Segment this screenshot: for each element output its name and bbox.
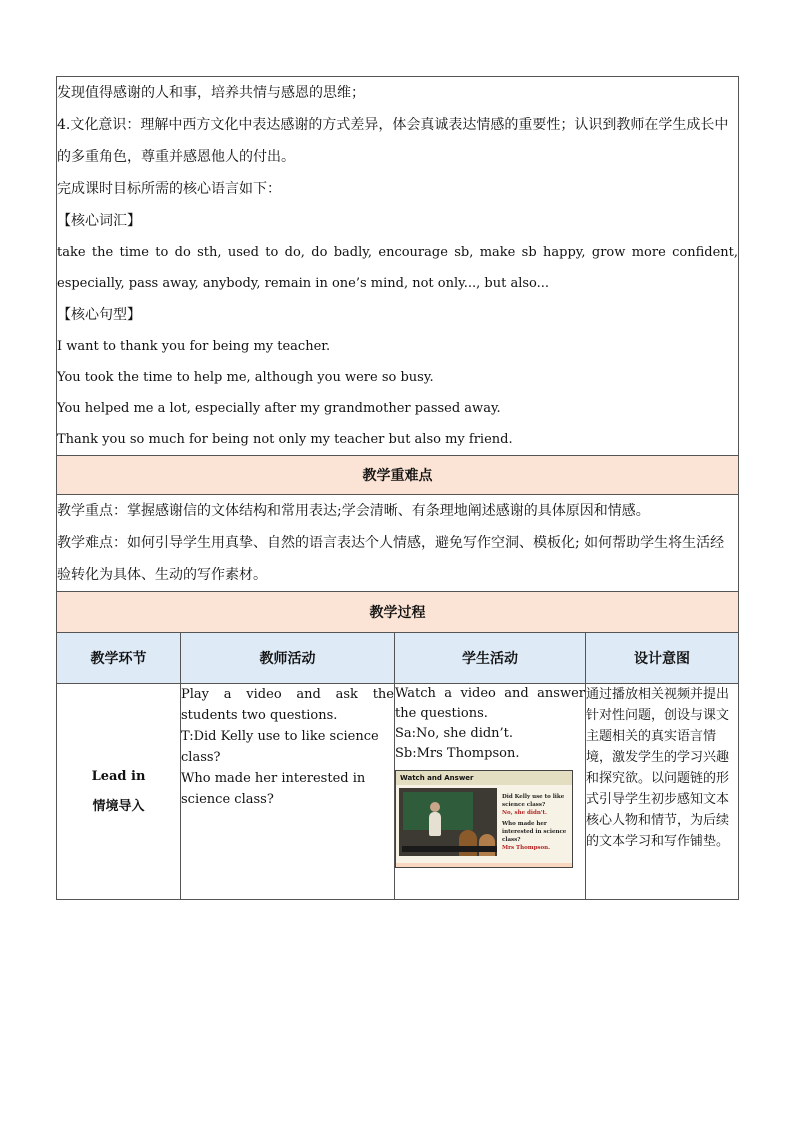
student-activity-cell — [395, 684, 586, 900]
header-student-activity: 学生活动 — [395, 633, 586, 684]
slide-answer: Mrs Thompson. — [502, 845, 551, 851]
student-step: Watch a video and answer the questions. — [395, 686, 585, 721]
slide-question: Did Kelly use to like science class? — [502, 794, 565, 808]
slide-footer — [396, 863, 572, 867]
slide-qa — [502, 793, 570, 855]
teacher-activity-cell — [181, 684, 395, 900]
vocab-text: take the time to do sth, used to do, do badly, encourage sb, make sb happy, grow more confident, especially, pass away, anybody, remain in one’s mind, not only..., but also... — [57, 245, 738, 291]
culture-goal: 4.文化意识：理解中西方文化中表达感谢的方式差异，体会真诚表达情感的重要性；认识到教师在学生成长中的多重角色，尊重并感恩他人的付出。 — [57, 117, 729, 165]
header-teacher-activity: 教师活动 — [181, 633, 395, 684]
goals-cell — [57, 77, 739, 456]
vocab-heading: 【核心词汇】 — [57, 213, 141, 229]
teacher-figure — [429, 812, 441, 836]
sentence-item: I want to thank you for being my teacher. — [57, 339, 331, 354]
key-points-title: 教学重难点 — [57, 456, 739, 495]
teacher-question: T:Did Kelly use to like science class? — [181, 729, 379, 765]
video-controls — [402, 846, 497, 852]
sentence-item: You helped me a lot, especially after my grandmother passed away. — [57, 401, 501, 416]
sentence-item: You took the time to help me, although you were so busy. — [57, 370, 434, 385]
lead-in-row — [57, 684, 739, 900]
teacher-figure-head — [430, 802, 440, 812]
teacher-question: Who made her interested in science class? — [181, 771, 366, 807]
sentence-item: Thank you so much for being not only my teacher but also my friend. — [57, 432, 513, 447]
key-points-cell — [57, 495, 739, 592]
sentence-heading: 【核心句型】 — [57, 307, 141, 323]
student-figure — [459, 830, 477, 856]
video-frame — [399, 788, 497, 856]
key-points-title-row — [57, 456, 739, 495]
slide-question: Who made her interested in science class? — [502, 821, 567, 843]
design-intent-cell: 通过播放相关视频并提出针对性问题，创设与课文主题相关的真实语言情境，激发学生的学习兴趣和探究欲。以问题链的形式引导学生初步感知文本核心人物和情节，为后续的文本学习和写作铺垫。 — [586, 684, 739, 900]
stage-en: Lead in — [91, 768, 146, 784]
teaching-difficulty: 教学难点：如何引导学生用真挚、自然的语言表达个人情感，避免写作空洞、模板化; 如何帮助学生将生活经验转化为具体、生动的写作素材。 — [57, 535, 725, 583]
process-title: 教学过程 — [57, 592, 739, 633]
goals-row — [57, 77, 739, 456]
process-header-row — [57, 633, 739, 684]
core-language-intro: 完成课时目标所需的核心语言如下： — [57, 181, 281, 197]
key-points-row — [57, 495, 739, 592]
video-slide-image — [395, 770, 573, 868]
student-answer: Sa:No, she didn’t. — [395, 726, 514, 741]
goal-line: 发现值得感谢的人和事，培养共情与感恩的思维； — [57, 85, 365, 101]
slide-title: Watch and Answer — [396, 771, 572, 785]
header-stage: 教学环节 — [57, 633, 181, 684]
process-title-row — [57, 592, 739, 633]
student-figure — [479, 834, 495, 856]
teaching-focus: 教学重点：掌握感谢信的文体结构和常用表达;学会清晰、有条理地阐述感谢的具体原因和情感。 — [57, 503, 650, 519]
lesson-plan-table — [56, 76, 739, 900]
header-design-intent: 设计意图 — [586, 633, 739, 684]
slide-answer: No, she didn't. — [502, 810, 547, 816]
teacher-step: Play a video and ask the students two questions. — [181, 687, 394, 723]
student-answer: Sb:Mrs Thompson. — [395, 746, 520, 761]
stage-cell — [57, 684, 181, 900]
stage-cn: 情境导入 — [92, 798, 145, 814]
